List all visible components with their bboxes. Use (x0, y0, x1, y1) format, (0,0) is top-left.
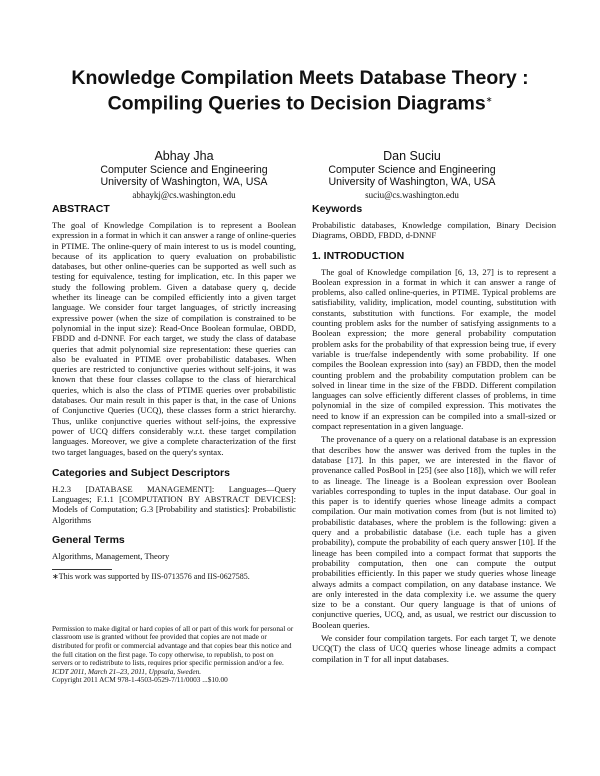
introduction-heading: 1. INTRODUCTION (312, 249, 405, 262)
footnote: ∗This work was supported by IIS-0713576 and IIS-0627585. (52, 572, 250, 582)
intro-paragraph: The goal of Knowledge compilation [6, 13, 27] is to represent a Boolean expression in a format in which it can answer a range of problems, also called online-queries, in PTIME. Typical problems are satisfiability, validity, implication, model counting, substitution with constants, substitution with functions. For example, the model counting problem asks for the number of satisfying assignments to a Boolean expression; the more general probability computation problem asks for the probability of that expression being true, if every variable is true/false independently with some probability. If one compiles the Boolean expression into (say) an FBDD, then the model counting problem and the probability computation problem can be solved in linear time in the size of the FBDD. Different compilation languages can solve efficiently different classes of problems, in time polynomial in the size of compiled expression. This motivates the need to know if an expression can be compiled into a small-sized or compact representation in a given language. (312, 266, 556, 432)
author-block-1 (64, 150, 304, 201)
copyright-line: Copyright 2011 ACM 978-1-4503-0529-7/11/0003 ...$10.00 (52, 675, 228, 685)
intro-paragraph: The provenance of a query on a relational database is an expression that describes how the answer was derived from the tuples in the database [17]. In this paper, we are interested in the flavor of provenance called PosBool in [25] (see also [18]), which we will refer to as lineage. The lineage is a Boolean expression over Boolean variables corresponding to tuples in the input database. Our goal in this paper is to identify queries whose lineage admits a compact compilation. Our main motivation comes from (but is not limited to) probabilistic databases, where the problem is the following: given a query and a probabilistic database (i.e. each tuple has a given probability), compute the probability of each query answer [10]. If the lineage has been compiled into a compact format that supports the probability computation, then one can compute the output probabilities efficiently. In this paper we study queries whose lineage always admits a compact compilation, on any database instance. We are only interested in the data complexity i.e. we assume the query size to be a constant. Our query language is that of unions of conjunctive queries, UCQ, and, as usual, we restrict our discussion to Boolean queries. (312, 434, 556, 630)
title-line-2-text: Compiling Queries to Decision Diagrams (107, 92, 486, 115)
right-column (312, 203, 556, 664)
paper-title (40, 67, 560, 115)
permission-block (52, 625, 296, 685)
abstract-text: The goal of Knowledge Compilation is to represent a Boolean expression in a format in which it can answer a range of online-queries in PTIME. The online-query of main interest to us is model counting, because of its application to query evaluation on probabilistic databases, but other online-queries can be supported as well such as testing for equivalence, testing for implication, etc. In this paper we study the following problem. Given a database query q, decide whether its lineage can be compiled efficiently into a given target language. We consider four target languages, of strictly increasing expressive power (when the size of compilation is constrained to be polynomial in the input size): Read-Once Boolean formulae, OBDD, FBDD and d-DNNF. For each target, we study the class of database queries that admit polynomial size representation: these queries can also be evaluated in PTIME over probabilistic databases. When queries are restricted to conjunctive queries without self-joins, it was known that these four classes collapse to the class of hierarchical queries, which is also the class of PTIME queries over probabilistic databases. Our main result in this paper is that, in the case of Unions of Conjunctive Queries (UCQ), these classes form a strict hierarchy. Thus, unlike conjunctive queries without self-joins, the expressive power of UCQ differs considerably w.r.t. these target compilation languages. Moreover, we give a complete characterization of the first two target languages, based on the query's syntax. (52, 220, 296, 457)
categories-text: H.2.3 [DATABASE MANAGEMENT]: Languages—Query Languages; F.1.1 [COMPUTATION BY ABSTRACT DEVICES]: Models of Computation; G.3 [Probability and statistics]: Probabilistic Algorithms (52, 483, 296, 525)
categories-heading: Categories and Subject Descriptors (52, 466, 230, 479)
author-name: Abhay Jha (154, 149, 214, 163)
conference-line: ICDT 2011, March 21–23, 2011, Uppsala, Sweden. (52, 666, 202, 676)
title-line-2 (40, 89, 560, 115)
general-terms-heading: General Terms (52, 534, 125, 547)
author-email: abhaykj@cs.washington.edu (132, 190, 236, 200)
footnote-rule (52, 569, 112, 570)
author-affiliation: University of Washington, WA, USA (100, 176, 268, 188)
left-column (52, 203, 296, 685)
keywords-heading: Keywords (312, 203, 363, 215)
author-affiliation: University of Washington, WA, USA (328, 176, 496, 188)
intro-paragraph: We consider four compilation targets. For each target T, we denote UCQ(T) the class of UCQ queries whose lineage admits a compact compilation in T for all input databases. (312, 632, 556, 664)
title-footnote-marker: ∗ (485, 95, 493, 104)
abstract-heading: ABSTRACT (52, 203, 110, 215)
author-email: suciu@cs.washington.edu (365, 190, 459, 200)
keywords-text: Probabilistic databases, Knowledge compilation, Binary Decision Diagrams, OBDD, FBDD, d-DNNF (312, 220, 556, 241)
author-department: Computer Science and Engineering (328, 164, 496, 176)
general-terms-text: Algorithms, Management, Theory (52, 551, 170, 562)
permission-text: Permission to make digital or hard copies of all or part of this work for personal or classroom use is granted without fee provided that copies are not made or distributed for profit or commercial advantage and that copies bear this notice and the full citation on the first page. To copy otherwise, to republish, to post on servers or to redistribute to lists, requires prior specific permission and/or a fee. (52, 623, 294, 668)
author-name: Dan Suciu (383, 149, 441, 163)
author-block-2 (292, 150, 532, 201)
title-line-1: Knowledge Compilation Meets Database Theory : (71, 67, 529, 89)
author-department: Computer Science and Engineering (100, 164, 268, 176)
